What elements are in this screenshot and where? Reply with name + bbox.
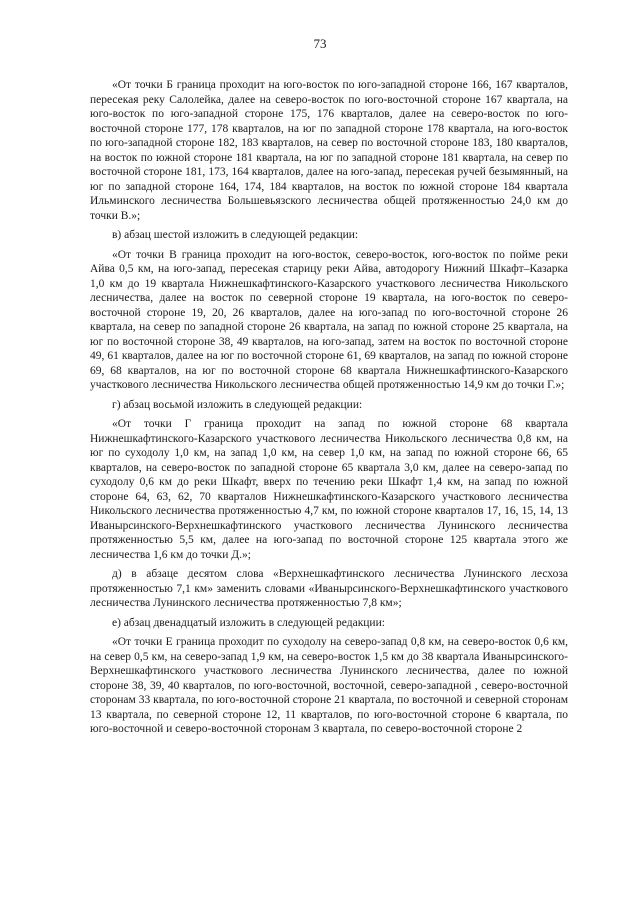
paragraph-point-e: «От точки Е граница проходит по суходолу на северо-запад 0,8 км, на северо-восток 0,6 км, на север 0,5 км, на северо-запад 1,9 км, на северо-восток 1,5 км до 38 квартала Иванырсинского-Верхнешкафтинского участкового лесничества Лунинского лесничества, далее по южной стороне 38, 39, 40 кварталов, по юго-восточной, восточной, северо-западной , северо-восточной сторонам 33 квартала, по юго-восточной стороне 21 квартала, по восточной и северной сторонам 13 квартала, по северной стороне 12, 11 кварталов, по юго-восточной стороне 6 квартала, по юго-восточной и северо-восточной сторонам 3 квартала, по северо-восточной стороне 2 [90,636,568,735]
paragraph-amendment-v: в) абзац шестой изложить в следующей редакции: [112,229,359,241]
paragraph-point-g: «От точки Г граница проходит на запад по южной стороне 68 квартала Нижнешкафтинского-Казарского участкового лесничества Никольского лесничества 0,8 км, на юг по суходолу 1,0 км, на запад 1,0 км, на север 1,0 км, на запад по южной стороне 66, 65 кварталов, на северо-восток по западной стороне 65 квартала 3,0 км, далее на северо-запад по суходолу 0,6 км до реки Шкафт, вверх по течению реки Шкафт 1,4 км, на запад по южной стороне 64, 63, 62, 70 кварталов Нижнешкафтинского-Казарского участкового лесничества Никольского лесничества протяженностью 4,7 км, по южной стороне кварталов 17, 16, 15, 14, 13 Иванырсинского-Верхнешкафтинского участкового лесничества Лунинского лесничества протяженностью 5,5 км, далее на юго-запад по восточной стороне 125 квартала этого же лесничества 1,6 км до точки Д.»; [90,418,568,561]
paragraph-amendment-d: д) в абзаце десятом слова «Верхнешкафтинского лесничества Лунинского лесхоза протяженностью 7,1 км» заменить словами «Иванырсинского-Верхнешкафтинского участкового лесничества Лунинского лесничества протяженностью 7,8 км»; [90,568,568,609]
page-number: 73 [313,36,327,51]
paragraph-amendment-g: г) абзац восьмой изложить в следующей редакции: [112,398,363,411]
paragraph-point-b: «От точки Б граница проходит на юго-восток по юго-западной стороне 166, 167 кварталов, пересекая реку Салолейка, далее на северо-восток по юго-восточной стороне 167 квартала, на юго-восток по юго-западной стороне 175, 176 кварталов, далее на северо-восток по юго-восточной стороне 177, 178 кварталов, на юг по западной стороне 178 квартала, на юго-восток по юго-западной стороне 182, 183 кварталов, на север по восточной стороне 183, 180 кварталов, на восток по южной стороне 181 квартала, на юг по западной стороне 181 квартала, на север по восточной стороне 181, 173, 164 кварталов, далее на юго-запад, пересекая ручей безымянный, на юг по западной стороне 164, 174, 184 кварталов, на восток по южной стороне 184 квартала Ильминского лесничества Большевьязского лесничества общей протяженностью 24,0 км до точки В.»; [90,79,568,222]
paragraph-point-v: «От точки В граница проходит на юго-восток, северо-восток, юго-восток по пойме реки Айва 0,5 км, на юго-запад, пересекая старицу реки Айва, автодорогу Нижний Шкафт–Казарка 1,0 км до 19 квартала Нижнешкафтинского-Казарского участкового лесничества Никольского лесничества, далее на восток по северной стороне 19 квартала, на юго-восток по северо-восточной стороне 19, 20, 26 кварталов, далее на юго-запад по юго-восточной стороне 26 квартала, на север по западной стороне 26 квартала, на запад по южной стороне 25 квартала, на юг по восточной стороне 38, 49 кварталов, на юго-запад, затем на восток по восточной стороне 49, 61 кварталов, далее на юг по восточной стороне 61, 69 кварталов, на запад по южной стороне 69, 68 кварталов, на юг по восточной стороне 68 квартала Нижнешкафтинского-Казарского участкового лесничества Никольского лесничества общей протяженностью 14,9 км до точки Г.»; [90,248,568,391]
document-body [90,78,568,742]
paragraph-amendment-e: е) абзац двенадцатый изложить в следующей редакции: [112,616,385,629]
